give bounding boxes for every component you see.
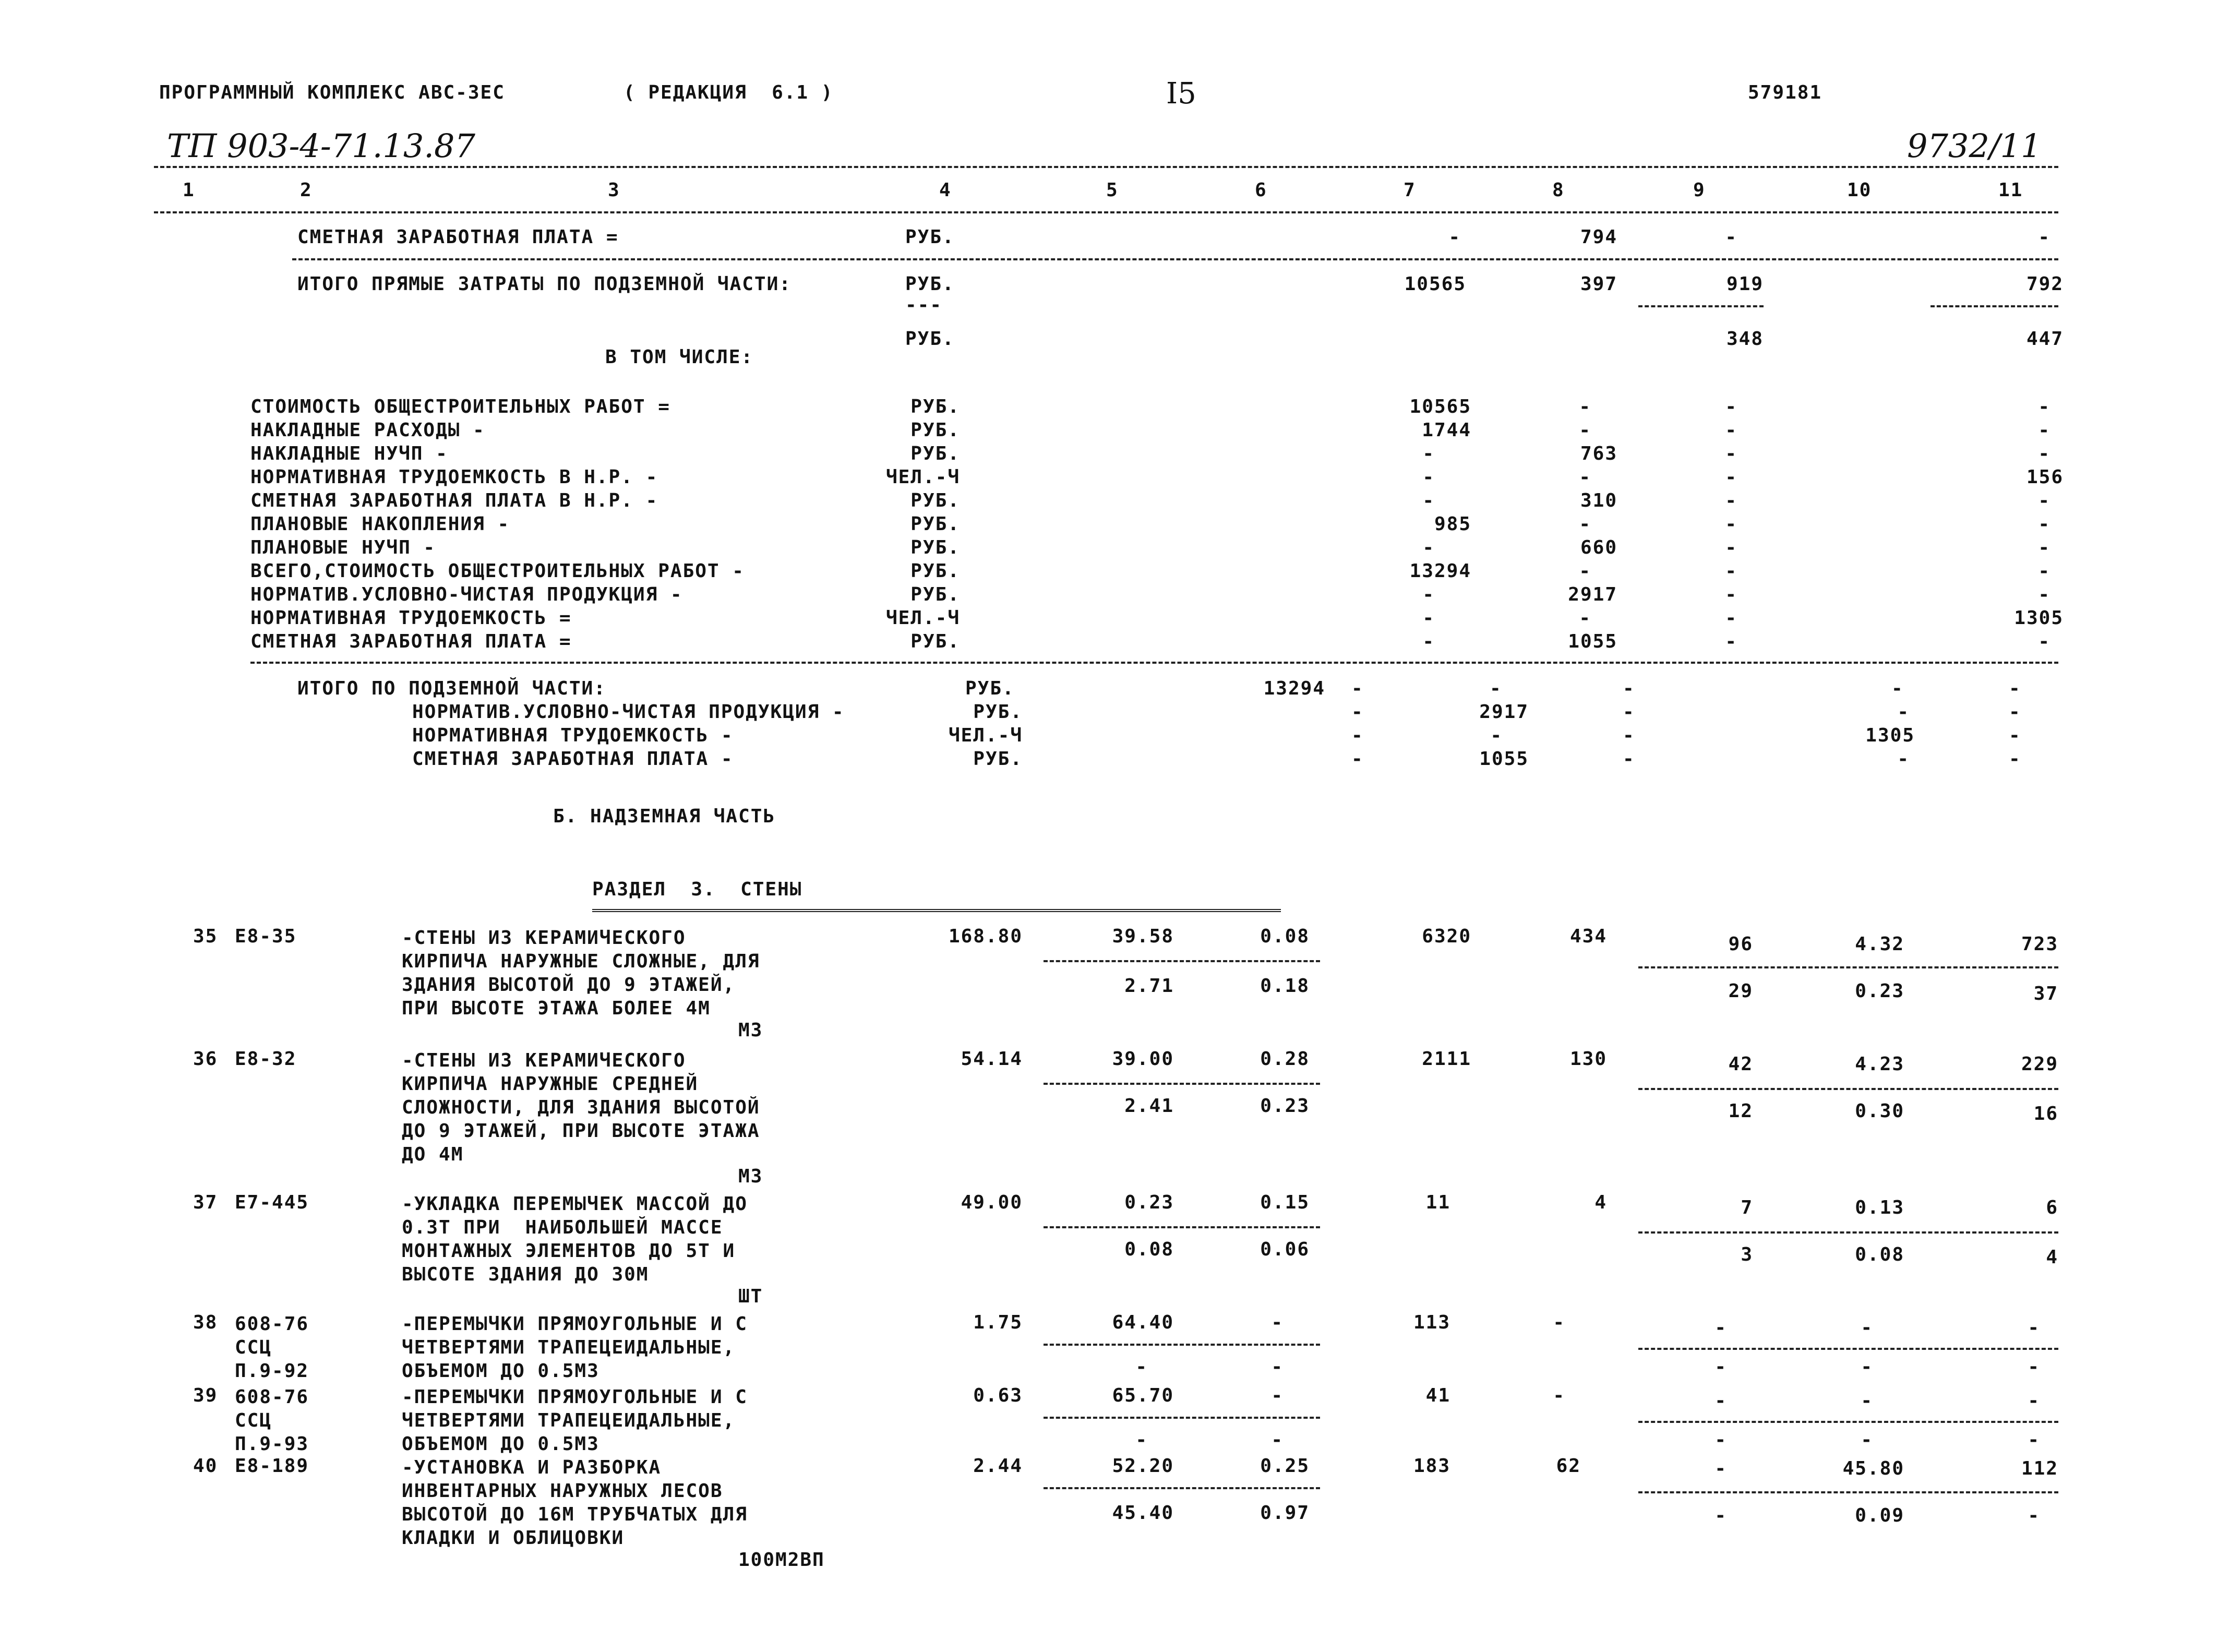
underground-total-v1: 13294	[1263, 678, 1325, 699]
ut-b: 2917	[1479, 701, 1529, 723]
item-num: 39	[193, 1385, 218, 1406]
item-c6: -	[1271, 1385, 1284, 1406]
underground-total-v3: -	[1490, 678, 1502, 699]
item-c9-2: 3	[1741, 1244, 1753, 1265]
wage-c7: -	[1448, 226, 1461, 248]
item-price-2: 45.40	[1112, 1502, 1174, 1524]
cost-c8: -	[1579, 607, 1591, 629]
item-sub-rule	[1044, 960, 1320, 962]
cost-unit: РУБ.	[910, 420, 960, 441]
item-description: -ПЕРЕМЫЧКИ ПРЯМОУГОЛЬНЫЕ И С ЧЕТВЕРТЯМИ ТРАПЕЦЕИДАЛЬНЫЕ, ОБЪЕМОМ ДО 0.5М3	[402, 1386, 748, 1455]
item-c6-2: -	[1271, 1356, 1284, 1378]
item-c10-2: -	[1861, 1356, 1873, 1378]
item-c8: 434	[1569, 926, 1607, 947]
item-qty: 1.75	[973, 1312, 1023, 1333]
cost-c11: -	[2038, 396, 2051, 417]
cost-unit: РУБ.	[910, 584, 960, 605]
item-c10: -	[1861, 1317, 1873, 1338]
item-description: -УСТАНОВКА И РАЗБОРКА ИНВЕНТАРНЫХ НАРУЖНЫХ ЛЕСОВ ВЫСОТОЙ ДО 16М ТРУБЧАТЫХ ДЛЯ КЛАДКИ И ОБЛИЦОВКИ	[402, 1457, 748, 1549]
item-price: 65.70	[1112, 1385, 1174, 1406]
program-edition: ( РЕДАКЦИЯ 6.1 )	[624, 82, 834, 103]
item-c6-2: 0.18	[1260, 975, 1310, 997]
item-c10: 4.23	[1855, 1054, 1904, 1075]
ut-e: -	[2009, 701, 2021, 723]
wage-c9: -	[1725, 226, 1737, 248]
underground-total-label: ИТОГО ПО ПОДЗЕМНОЙ ЧАСТИ:	[297, 678, 606, 699]
item-price: 39.00	[1112, 1048, 1174, 1070]
including-label: В ТОМ ЧИСЛЕ:	[605, 346, 754, 368]
item-c9-2: -	[1715, 1505, 1727, 1526]
cost-c9: -	[1725, 443, 1737, 464]
item-sub-rule	[1638, 966, 2058, 968]
cost-unit: РУБ.	[910, 513, 960, 535]
item-c6: 0.25	[1260, 1455, 1310, 1477]
item-c10: 45.80	[1842, 1458, 1904, 1479]
ut-a: -	[1351, 701, 1364, 723]
item-c7: 113	[1413, 1312, 1450, 1333]
cost-bottom-rule	[250, 662, 2058, 664]
item-c7: 11	[1425, 1192, 1450, 1213]
item-code: Е8-32	[235, 1048, 297, 1070]
ut-e: -	[2009, 748, 2021, 770]
ut-b: 1055	[1479, 748, 1529, 770]
item-c10: 0.13	[1855, 1197, 1904, 1218]
item-code: 608-76 ССЦ П.9-93	[235, 1386, 309, 1455]
item-c10: -	[1861, 1390, 1873, 1411]
project-number-handwritten: ТП 903-4-71.13.87	[167, 127, 475, 165]
cost-c8: 660	[1580, 537, 1617, 558]
item-c6: 0.08	[1260, 926, 1310, 947]
item-price: 0.23	[1124, 1192, 1174, 1213]
cost-c7: -	[1422, 584, 1435, 605]
item-sub-rule	[1638, 1421, 2058, 1423]
item-price: 52.20	[1112, 1455, 1174, 1477]
cost-c9: -	[1725, 631, 1737, 652]
item-c6-2: 0.06	[1260, 1239, 1310, 1260]
cost-c7: 1744	[1422, 420, 1471, 441]
cost-c9: -	[1725, 420, 1737, 441]
item-sub-rule	[1044, 1083, 1320, 1085]
direct-unit-sub: ---	[905, 294, 943, 316]
cost-c11: -	[2038, 443, 2051, 464]
wage-unit: РУБ.	[905, 226, 955, 248]
cost-unit: РУБ.	[910, 396, 960, 417]
item-price-2: -	[1135, 1356, 1148, 1378]
item-price: 64.40	[1112, 1312, 1174, 1333]
cost-c8: -	[1579, 560, 1591, 582]
item-num: 40	[193, 1455, 218, 1477]
col-9: 9	[1693, 179, 1706, 201]
item-c9-2: 29	[1728, 980, 1753, 1002]
item-c6: 0.15	[1260, 1192, 1310, 1213]
item-c9-2: -	[1715, 1429, 1727, 1451]
underground-total-v6: -	[2009, 678, 2021, 699]
above-ground-heading: Б. НАДЗЕМНАЯ ЧАСТЬ	[553, 806, 776, 827]
item-c6-2: 0.97	[1260, 1502, 1310, 1524]
section-heading: РАЗДЕЛ 3. СТЕНЫ	[592, 879, 802, 900]
col-7: 7	[1404, 179, 1416, 201]
cost-c8: -	[1579, 513, 1591, 535]
ut-e: -	[2009, 725, 2021, 746]
col-11: 11	[1998, 179, 2023, 201]
item-c11-2: -	[2028, 1505, 2040, 1526]
item-description: -СТЕНЫ ИЗ КЕРАМИЧЕСКОГО КИРПИЧА НАРУЖНЫЕ СЛОЖНЫЕ, ДЛЯ ЗДАНИЯ ВЫСОТОЙ ДО 9 ЭТАЖЕЙ, ПРИ ВЫСОТЕ ЭТАЖА БОЛЕЕ 4М	[402, 927, 760, 1019]
item-c11: 723	[2021, 933, 2058, 955]
direct-label: ИТОГО ПРЯМЫЕ ЗАТРАТЫ ПО ПОДЗЕМНОЙ ЧАСТИ:	[297, 273, 792, 295]
underground-total-v4: -	[1623, 678, 1635, 699]
item-qty: 54.14	[961, 1048, 1023, 1070]
cost-c11: 156	[2026, 466, 2064, 488]
ut-label: НОРМАТИВНАЯ ТРУДОЕМКОСТЬ -	[412, 725, 734, 746]
item-c9: -	[1715, 1390, 1727, 1411]
item-sub-rule	[1044, 1226, 1320, 1228]
cost-c7: -	[1422, 443, 1435, 464]
item-sub-rule	[1044, 1417, 1320, 1419]
col-2: 2	[300, 179, 313, 201]
item-c7: 183	[1413, 1455, 1450, 1477]
item-c7: 2111	[1422, 1048, 1471, 1070]
item-c9: -	[1715, 1317, 1727, 1338]
cost-c11: -	[2038, 420, 2051, 441]
cost-label: ВСЕГО,СТОИМОСТЬ ОБЩЕСТРОИТЕЛЬНЫХ РАБОТ -	[250, 560, 745, 582]
item-description: -ПЕРЕМЫЧКИ ПРЯМОУГОЛЬНЫЕ И С ЧЕТВЕРТЯМИ ТРАПЕЦЕИДАЛЬНЫЕ, ОБЪЕМОМ ДО 0.5М3	[402, 1313, 748, 1382]
cost-c7: 13294	[1409, 560, 1471, 582]
item-unit: ШТ	[738, 1286, 763, 1307]
cost-c9: -	[1725, 560, 1737, 582]
direct2-unit: РУБ.	[905, 328, 955, 350]
wage-c11: -	[2038, 226, 2051, 248]
page-number: I5	[1166, 77, 1196, 111]
direct2-c9: 348	[1726, 328, 1764, 350]
cost-c9: -	[1725, 396, 1737, 417]
item-sub-rule	[1044, 1487, 1320, 1489]
cost-c8: 2917	[1568, 584, 1617, 605]
cost-c9: -	[1725, 584, 1737, 605]
item-c11-2: 37	[2033, 983, 2058, 1004]
cost-c11: -	[2038, 537, 2051, 558]
col-6: 6	[1255, 179, 1267, 201]
ut-c: -	[1623, 725, 1635, 746]
item-sub-rule	[1638, 1231, 2058, 1234]
item-c6: 0.28	[1260, 1048, 1310, 1070]
document-code: 579181	[1748, 82, 1823, 103]
item-qty: 49.00	[961, 1192, 1023, 1213]
item-c8: -	[1553, 1312, 1565, 1333]
item-unit: М3	[738, 1166, 763, 1187]
cost-c7: -	[1422, 631, 1435, 652]
col-10: 10	[1847, 179, 1872, 201]
cost-c8: 1055	[1568, 631, 1617, 652]
wage-label: СМЕТНАЯ ЗАРАБОТНАЯ ПЛАТА =	[297, 226, 619, 248]
item-c10-2: 0.09	[1855, 1505, 1904, 1526]
section-underline	[592, 909, 1281, 912]
cost-c9: -	[1725, 466, 1737, 488]
item-sub-rule	[1638, 1348, 2058, 1350]
item-c6-2: -	[1271, 1429, 1284, 1451]
cost-c8: -	[1579, 420, 1591, 441]
item-sub-rule	[1638, 1491, 2058, 1493]
item-qty: 2.44	[973, 1455, 1023, 1477]
cost-c8: 763	[1580, 443, 1617, 464]
item-c10: 4.32	[1855, 933, 1904, 955]
cost-c8: 310	[1580, 490, 1617, 511]
item-c9: 7	[1741, 1197, 1753, 1218]
item-c11: -	[2028, 1317, 2040, 1338]
direct-c11-rule	[1931, 305, 2058, 307]
item-c9-2: -	[1715, 1356, 1727, 1378]
cost-label: НОРМАТИВНАЯ ТРУДОЕМКОСТЬ =	[250, 607, 572, 629]
item-c9-2: 12	[1728, 1100, 1753, 1122]
item-description: -СТЕНЫ ИЗ КЕРАМИЧЕСКОГО КИРПИЧА НАРУЖНЫЕ СРЕДНЕЙ СЛОЖНОСТИ, ДЛЯ ЗДАНИЯ ВЫСОТОЙ ДО 9 ЭТАЖЕЙ, ПРИ ВЫСОТЕ ЭТАЖА ДО 4М	[402, 1050, 760, 1165]
direct-c11: 792	[2026, 273, 2064, 295]
cost-c7: -	[1422, 607, 1435, 629]
ut-d: -	[1897, 701, 1910, 723]
ut-d: 1305	[1865, 725, 1915, 746]
direct-c9-rule	[1638, 305, 1764, 307]
cost-label: НОРМАТИВНАЯ ТРУДОЕМКОСТЬ В Н.Р. -	[250, 466, 658, 488]
item-num: 36	[193, 1048, 218, 1070]
sheet-number-handwritten: 9732/11	[1907, 127, 2042, 165]
ut-unit: РУБ.	[973, 701, 1023, 723]
cost-c7: -	[1422, 466, 1435, 488]
ut-unit: ЧЕЛ.-Ч	[948, 725, 1023, 746]
direct-c7: 10565	[1404, 273, 1466, 295]
item-num: 35	[193, 926, 218, 947]
cost-c9: -	[1725, 490, 1737, 511]
col-3: 3	[608, 179, 620, 201]
item-c8: 130	[1569, 1048, 1607, 1070]
cost-label: ПЛАНОВЫЕ НУЧП -	[250, 537, 436, 558]
cost-label: НАКЛАДНЫЕ НУЧП -	[250, 443, 448, 464]
item-c11: -	[2028, 1390, 2040, 1411]
ut-unit: РУБ.	[973, 748, 1023, 770]
direct2-c11: 447	[2026, 328, 2064, 350]
cost-c7: 985	[1434, 513, 1471, 535]
direct-c8: 397	[1580, 273, 1617, 295]
item-price-2: 2.41	[1124, 1095, 1174, 1117]
ut-label: НОРМАТИВ.УСЛОВНО-ЧИСТАЯ ПРОДУКЦИЯ -	[412, 701, 845, 723]
ut-a: -	[1351, 725, 1364, 746]
direct-unit: РУБ.	[905, 273, 955, 295]
cost-c7: -	[1422, 537, 1435, 558]
wage-c8: 794	[1580, 226, 1617, 248]
item-price-2: 0.08	[1124, 1239, 1174, 1260]
item-description: -УКЛАДКА ПЕРЕМЫЧЕК МАССОЙ ДО 0.3Т ПРИ НАИБОЛЬШЕЙ МАССЕ МОНТАЖНЫХ ЭЛЕМЕНТОВ ДО 5Т И ВЫСОТЕ ЗДАНИЯ ДО 30М	[402, 1193, 748, 1285]
item-c11: 6	[2046, 1197, 2058, 1218]
item-c7: 6320	[1422, 926, 1471, 947]
cost-unit: РУБ.	[910, 631, 960, 652]
direct-c9: 919	[1726, 273, 1764, 295]
cost-unit: ЧЕЛ.-Ч	[885, 466, 960, 488]
item-c10-2: -	[1861, 1429, 1873, 1451]
item-price-2: -	[1135, 1429, 1148, 1451]
underground-total-v2: -	[1351, 678, 1364, 699]
cost-c9: -	[1725, 537, 1737, 558]
item-c8: 4	[1594, 1192, 1607, 1213]
item-code: 608-76 ССЦ П.9-92	[235, 1313, 309, 1382]
item-c6-2: 0.23	[1260, 1095, 1310, 1117]
cost-c9: -	[1725, 607, 1737, 629]
item-c11-2: 4	[2046, 1247, 2058, 1268]
cost-c11: -	[2038, 490, 2051, 511]
item-c6: -	[1271, 1312, 1284, 1333]
cost-unit: РУБ.	[910, 490, 960, 511]
item-c10-2: 0.30	[1855, 1100, 1904, 1122]
cost-label: СТОИМОСТЬ ОБЩЕСТРОИТЕЛЬНЫХ РАБОТ =	[250, 396, 670, 417]
item-price-2: 2.71	[1124, 975, 1174, 997]
col-4: 4	[939, 179, 952, 201]
item-c8: 62	[1556, 1455, 1581, 1477]
cost-label: СМЕТНАЯ ЗАРАБОТНАЯ ПЛАТА В Н.Р. -	[250, 490, 658, 511]
item-c9: 96	[1728, 933, 1753, 955]
item-price: 39.58	[1112, 926, 1174, 947]
cost-c7: -	[1422, 490, 1435, 511]
item-unit: М3	[738, 1020, 763, 1041]
ut-d: -	[1897, 748, 1910, 770]
cost-unit: ЧЕЛ.-Ч	[885, 607, 960, 629]
item-qty: 0.63	[973, 1385, 1023, 1406]
item-num: 37	[193, 1192, 218, 1213]
item-c11-2: -	[2028, 1429, 2040, 1451]
cost-unit: РУБ.	[910, 443, 960, 464]
item-c10-2: 0.23	[1855, 980, 1904, 1002]
item-c11-2: 16	[2033, 1103, 2058, 1124]
item-c11: 112	[2021, 1458, 2058, 1479]
col-1: 1	[183, 179, 195, 201]
summary-rule	[292, 258, 2058, 260]
underground-total-unit: РУБ.	[965, 678, 1015, 699]
col-8: 8	[1552, 179, 1565, 201]
item-unit: 100М2ВП	[738, 1549, 825, 1571]
cost-c8: -	[1579, 396, 1591, 417]
program-title: ПРОГРАММНЫЙ КОМПЛЕКС АВС-ЗЕС	[159, 82, 505, 103]
item-c11: 229	[2021, 1054, 2058, 1075]
item-code: Е7-445	[235, 1192, 309, 1213]
ut-c: -	[1623, 701, 1635, 723]
item-num: 38	[193, 1312, 218, 1333]
item-c7: 41	[1425, 1385, 1450, 1406]
ut-a: -	[1351, 748, 1364, 770]
item-qty: 168.80	[948, 926, 1023, 947]
cost-label: НАКЛАДНЫЕ РАСХОДЫ -	[250, 420, 485, 441]
col-5: 5	[1106, 179, 1119, 201]
item-code: Е8-35	[235, 926, 297, 947]
cost-c9: -	[1725, 513, 1737, 535]
cost-c11: -	[2038, 584, 2051, 605]
cost-label: СМЕТНАЯ ЗАРАБОТНАЯ ПЛАТА =	[250, 631, 572, 652]
cost-c11: -	[2038, 631, 2051, 652]
ut-label: СМЕТНАЯ ЗАРАБОТНАЯ ПЛАТА -	[412, 748, 734, 770]
cost-c11: -	[2038, 560, 2051, 582]
item-c8: -	[1553, 1385, 1565, 1406]
ut-c: -	[1623, 748, 1635, 770]
item-sub-rule	[1638, 1088, 2058, 1090]
cost-c8: -	[1579, 466, 1591, 488]
cost-c7: 10565	[1409, 396, 1471, 417]
underground-total-v5: -	[1891, 678, 1904, 699]
item-sub-rule	[1044, 1344, 1320, 1346]
item-c9: -	[1715, 1458, 1727, 1479]
cost-label: ПЛАНОВЫЕ НАКОПЛЕНИЯ -	[250, 513, 510, 535]
item-code: Е8-189	[235, 1455, 309, 1477]
cost-unit: РУБ.	[910, 560, 960, 582]
item-c11-2: -	[2028, 1356, 2040, 1378]
cost-label: НОРМАТИВ.УСЛОВНО-ЧИСТАЯ ПРОДУКЦИЯ -	[250, 584, 683, 605]
cost-c11: -	[2038, 513, 2051, 535]
header-top-rule	[154, 166, 2058, 168]
cost-c11: 1305	[2014, 607, 2064, 629]
item-c9: 42	[1728, 1054, 1753, 1075]
item-c10-2: 0.08	[1855, 1244, 1904, 1265]
cost-unit: РУБ.	[910, 537, 960, 558]
header-bottom-rule	[154, 211, 2058, 213]
ut-b: -	[1490, 725, 1503, 746]
